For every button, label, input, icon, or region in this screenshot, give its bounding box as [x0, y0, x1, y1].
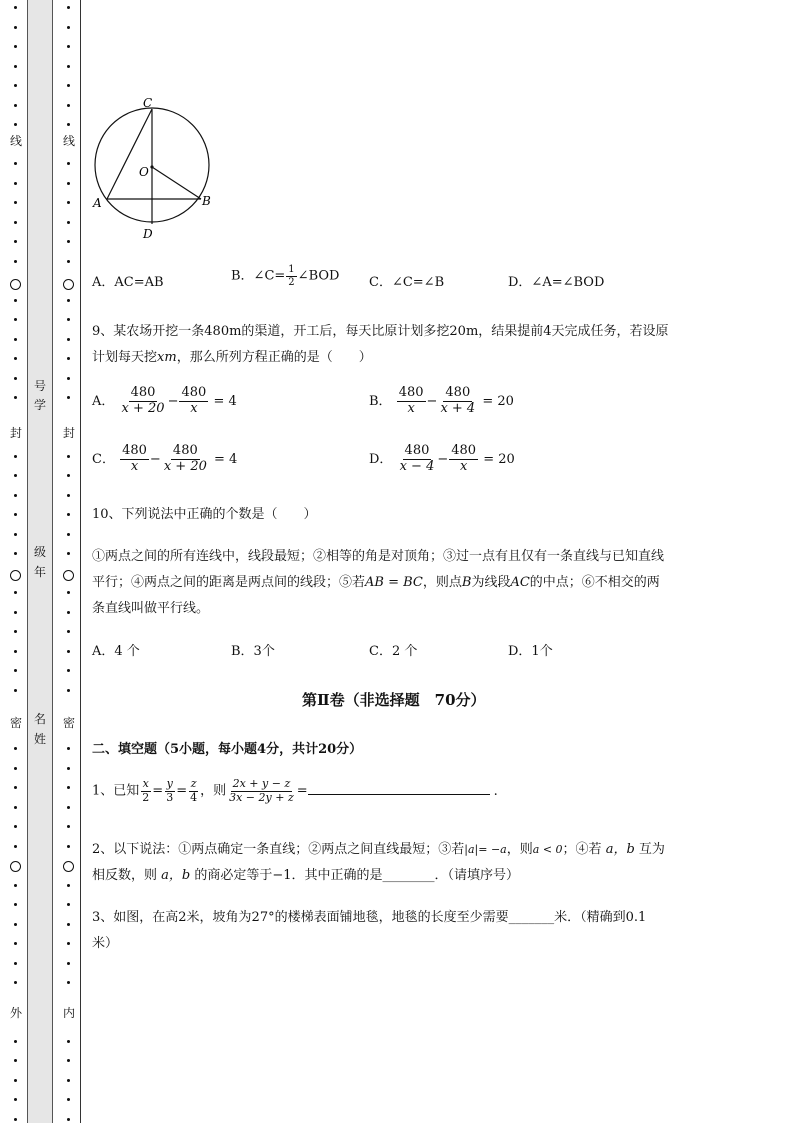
- binding-dot: [67, 903, 70, 906]
- binding-circle-mark: [10, 861, 21, 872]
- binding-dot: [67, 318, 70, 321]
- strip-label: 姓: [33, 732, 46, 746]
- part2-title: 第Ⅱ卷（非选择题 70分）: [302, 691, 486, 709]
- binding-dot: [67, 474, 70, 477]
- binding-dot: [14, 65, 17, 68]
- binding-dot: [14, 630, 17, 633]
- binding-dot: [67, 942, 70, 945]
- binding-dot: [14, 162, 17, 165]
- binding-dot: [67, 377, 70, 380]
- binding-dot: [14, 1059, 17, 1062]
- binding-dot: [67, 552, 70, 555]
- q8-option-b-prefix: B．∠C=: [231, 268, 286, 284]
- binding-dot: [14, 104, 17, 107]
- binding-dot: [67, 513, 70, 516]
- binding-dot: [14, 26, 17, 29]
- label-d: D: [143, 227, 153, 241]
- q10-option-c: C．2 个: [369, 644, 418, 659]
- q10-option-d: D．1个: [508, 644, 553, 659]
- binding-dot: [14, 903, 17, 906]
- binding-dot: [67, 689, 70, 692]
- binding-dot: [67, 962, 70, 965]
- binding-circle-mark: [63, 570, 74, 581]
- binding-dot: [67, 201, 70, 204]
- binding-dot: [14, 221, 17, 224]
- binding-dot: [14, 591, 17, 594]
- binding-dot: [14, 689, 17, 692]
- q8-option-b: [231, 264, 339, 288]
- left-seal-mark: 封: [9, 426, 22, 440]
- label-b: B: [202, 194, 211, 208]
- q10-text-line2: 平行；④两点之间的距离是两点间的线段；⑤若AB = BC，则点B为线段AC的中点；⑥不相交的两: [92, 575, 660, 590]
- binding-dot: [67, 981, 70, 984]
- left-seal-mark: 线: [9, 134, 22, 148]
- binding-dot: [14, 182, 17, 185]
- binding-dot: [67, 455, 70, 458]
- strip-label: 学: [33, 398, 46, 412]
- q10-option-b: B．3个: [231, 644, 275, 659]
- binding-dot: [14, 123, 17, 126]
- binding-dot: [14, 981, 17, 984]
- binding-dot: [67, 1040, 70, 1043]
- binding-dot: [67, 786, 70, 789]
- binding-dot: [67, 1059, 70, 1062]
- binding-dot: [67, 45, 70, 48]
- binding-circle-mark: [10, 279, 21, 290]
- binding-dot: [14, 611, 17, 614]
- label-c: C: [143, 96, 153, 110]
- binding-dot: [14, 533, 17, 536]
- label-a: A: [93, 196, 102, 210]
- binding-margin: [0, 0, 82, 1123]
- binding-dot: [14, 494, 17, 497]
- binding-dot: [67, 396, 70, 399]
- q8-option-d: D．∠A=∠BOD: [508, 275, 605, 290]
- answer-blank[interactable]: [308, 782, 490, 795]
- binding-circle-mark: [63, 861, 74, 872]
- binding-dot: [67, 845, 70, 848]
- binding-dot: [14, 786, 17, 789]
- binding-dot: [14, 650, 17, 653]
- binding-dot: [14, 455, 17, 458]
- strip-label: 年: [33, 565, 46, 579]
- binding-dot: [14, 6, 17, 9]
- center-point: [150, 165, 153, 168]
- q9-option-b: B． $\frac{480}{x}$ − $\frac{480}{x + 4}$ = 20: [369, 385, 514, 416]
- q9-option-c: C． $\frac{480}{x}$ − $\frac{480}{x + 20}$ = 4: [92, 443, 238, 474]
- binding-dot: [14, 240, 17, 243]
- right-seal-mark: 封: [62, 426, 75, 440]
- binding-dot: [67, 104, 70, 107]
- binding-dot: [14, 1040, 17, 1043]
- binding-dot: [67, 630, 70, 633]
- binding-dot: [14, 201, 17, 204]
- binding-dot: [14, 260, 17, 263]
- fill-q1: 1、已知 $\frac{x}{2}$ = $\frac{y}{3}$ = $\frac{z}{4}$ ，则 $\frac{2x + y - z}{3x - 2y + z}$ = .: [92, 777, 498, 804]
- strip-label: 名: [33, 712, 46, 726]
- binding-dot: [14, 552, 17, 555]
- half-fraction: $\frac{1}{2}$: [288, 264, 295, 288]
- left-seal-mark: 密: [9, 716, 22, 730]
- binding-circle-mark: [10, 570, 21, 581]
- binding-border-line: [80, 0, 81, 1123]
- binding-dot: [14, 45, 17, 48]
- binding-gray-strip: [27, 0, 53, 1123]
- q8-option-b-suffix: ∠BOD: [297, 268, 340, 284]
- binding-dot: [14, 923, 17, 926]
- fill-q2-line2: 相反数，则 a，b 的商必定等于−1．其中正确的是________．（请填序号）: [92, 868, 520, 883]
- fill-q2-line1: 2、以下说法：①两点确定一条直线；②两点之间直线最短；③若|a|= −a，则a < 0；④若 a，b 互为: [92, 842, 665, 857]
- binding-dot: [67, 338, 70, 341]
- q9-stem-line1: 9、某农场开挖一条480m的渠道，开工后，每天比原计划多挖20m，结果提前4天完成任务，若设原: [92, 324, 669, 339]
- binding-dot: [67, 806, 70, 809]
- binding-dot: [67, 1098, 70, 1101]
- binding-dot: [14, 962, 17, 965]
- binding-dot: [67, 923, 70, 926]
- binding-dot: [14, 747, 17, 750]
- strip-label: 号: [33, 379, 46, 393]
- binding-dot: [67, 6, 70, 9]
- binding-dot: [14, 396, 17, 399]
- q9-option-d: D． $\frac{480}{x - 4}$ − $\frac{480}{x}$ = 20: [369, 443, 515, 474]
- fill-q3-line1: 3、如图，在高2米，坡角为27°的楼梯表面铺地毯，地毯的长度至少需要_______米．（精确到0.1: [92, 910, 647, 925]
- binding-dot: [67, 357, 70, 360]
- q10-text-line3: 条直线叫做平行线。: [92, 601, 210, 616]
- binding-dot: [67, 65, 70, 68]
- q10-stem: 10、下列说法中正确的个数是（ ）: [92, 507, 317, 522]
- binding-dot: [14, 825, 17, 828]
- label-o: O: [139, 165, 149, 179]
- binding-dot: [14, 299, 17, 302]
- right-seal-mark: 密: [62, 716, 75, 730]
- binding-dot: [67, 494, 70, 497]
- binding-dot: [14, 669, 17, 672]
- q10-text-line1: ①两点之间的所有连线中，线段最短；②相等的角是对顶角；③过一点有且仅有一条直线与已知直线: [92, 549, 665, 564]
- binding-dot: [67, 669, 70, 672]
- binding-dot: [67, 1079, 70, 1082]
- binding-dot: [14, 338, 17, 341]
- binding-dot: [14, 357, 17, 360]
- binding-dot: [67, 767, 70, 770]
- binding-dot: [14, 377, 17, 380]
- binding-dot: [67, 299, 70, 302]
- binding-dot: [14, 1118, 17, 1121]
- q8-option-c: C．∠C=∠B: [369, 275, 445, 290]
- strip-label: 级: [33, 545, 46, 559]
- binding-dot: [67, 162, 70, 165]
- binding-dot: [67, 123, 70, 126]
- right-seal-mark: 线: [62, 134, 75, 148]
- binding-dot: [67, 182, 70, 185]
- binding-dot: [67, 825, 70, 828]
- binding-dot: [67, 260, 70, 263]
- fill-q3-line2: 米）: [92, 936, 119, 951]
- left-seal-mark: 外: [9, 1006, 22, 1020]
- right-dot-column: [62, 0, 76, 1123]
- binding-dot: [67, 884, 70, 887]
- binding-dot: [67, 650, 70, 653]
- binding-dot: [14, 474, 17, 477]
- q10-option-a: A．4 个: [92, 644, 140, 659]
- binding-dot: [67, 747, 70, 750]
- binding-dot: [67, 1118, 70, 1121]
- binding-dot: [14, 1098, 17, 1101]
- binding-dot: [67, 240, 70, 243]
- binding-dot: [14, 84, 17, 87]
- left-dot-column: [9, 0, 23, 1123]
- q9-stem-line2: 计划每天挖xm，那么所列方程正确的是（ ）: [92, 350, 372, 365]
- fill-in-section-heading: 二、填空题（5小题，每小题4分，共计20分）: [92, 742, 363, 757]
- binding-circle-mark: [63, 279, 74, 290]
- binding-dot: [67, 533, 70, 536]
- q8-option-a: A．AC=AB: [92, 275, 164, 290]
- binding-dot: [14, 806, 17, 809]
- binding-dot: [67, 26, 70, 29]
- binding-dot: [14, 845, 17, 848]
- circle-geometry-figure: [88, 95, 218, 243]
- right-seal-mark: 内: [62, 1006, 75, 1020]
- binding-dot: [14, 318, 17, 321]
- binding-dot: [67, 611, 70, 614]
- binding-dot: [14, 513, 17, 516]
- binding-dot: [67, 221, 70, 224]
- binding-dot: [67, 84, 70, 87]
- q9-option-a: A． $\frac{480}{x + 20}$ − $\frac{480}{x}$ = 4: [92, 385, 237, 416]
- binding-dot: [14, 884, 17, 887]
- binding-dot: [14, 767, 17, 770]
- binding-dot: [14, 942, 17, 945]
- binding-dot: [67, 591, 70, 594]
- segment-ob: [152, 167, 201, 199]
- binding-dot: [14, 1079, 17, 1082]
